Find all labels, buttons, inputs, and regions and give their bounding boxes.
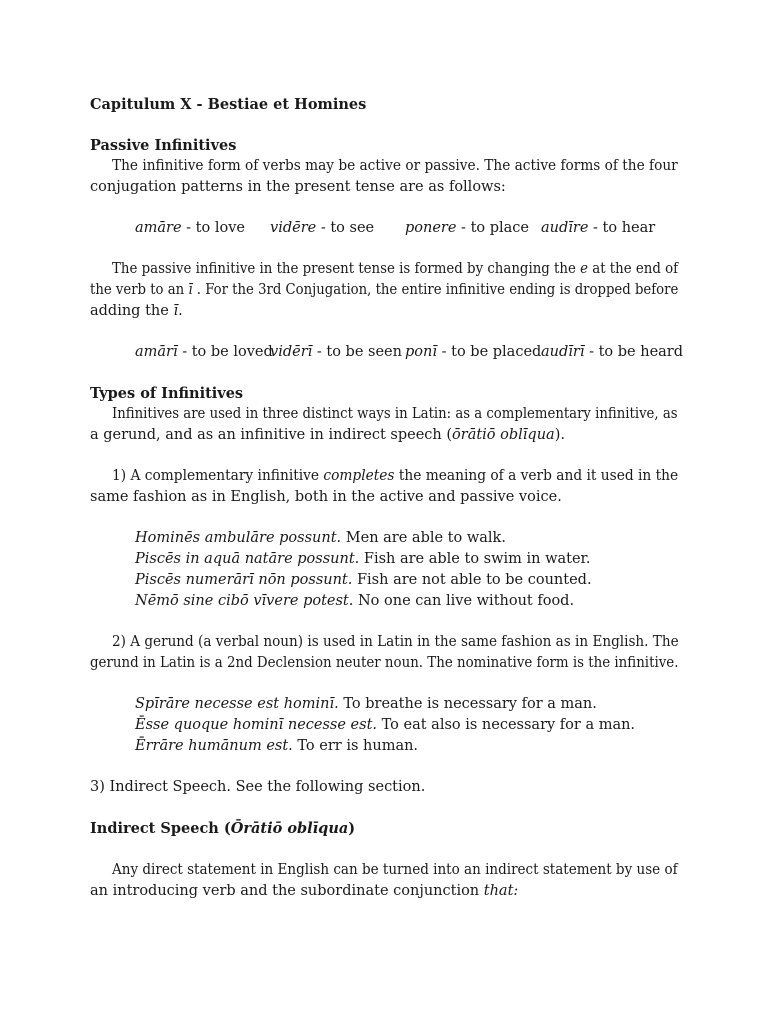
item1-line1: 1) A complementary infinitive completes the meaning of a verb and it used in the xyxy=(112,468,679,484)
chapter-title: Capitulum X - Bestiae et Homines xyxy=(90,96,367,113)
section-heading-types: Types of Infinitives xyxy=(90,385,244,402)
active-forms-row xyxy=(0,218,768,239)
passive-forms-row xyxy=(0,342,768,363)
passive-form-item: amārī - to be loved xyxy=(135,344,273,360)
example-line: Nēmō sine cibō vīvere potest. No one can live without food. xyxy=(135,593,575,609)
indirect-line1: Any direct statement in English can be turned into an indirect statement by use of xyxy=(112,862,678,878)
active-form-item: ponere - to place xyxy=(405,220,530,236)
example-line: Piscēs numerārī nōn possunt. Fish are not able to be counted. xyxy=(135,572,592,588)
example-line: Spīrāre necesse est hominī. To breathe is necessary for a man. xyxy=(135,696,597,712)
example-line: Ēsse quoque hominī necesse est. To eat also is necessary for a man. xyxy=(135,717,636,733)
types-intro-line1: Infinitives are used in three distinct ways in Latin: as a complementary infinitive, as xyxy=(112,406,678,422)
passive-form-item: audīrī - to be heard xyxy=(541,344,684,360)
types-intro-line2: a gerund, and as an infinitive in indirect speech (ōrātiō oblīqua). xyxy=(90,427,565,443)
passive-form-item: vidērī - to be seen xyxy=(270,344,402,360)
example-line: Ērrāre humānum est. To err is human. xyxy=(135,738,419,754)
item2-line2: gerund in Latin is a 2nd Declension neuter noun. The nominative form is the infinitive. xyxy=(90,655,679,671)
example-line: Hominēs ambulāre possunt. Men are able to walk. xyxy=(135,530,506,546)
passive-form-item: ponī - to be placed xyxy=(405,344,542,360)
indirect-line2: an introducing verb and the subordinate conjunction that: xyxy=(90,883,519,899)
section-heading-passive: Passive Infinitives xyxy=(90,137,237,154)
passive-rule-line2: the verb to an ī . For the 3rd Conjugation, the entire infinitive ending is dropped before xyxy=(90,282,679,298)
passive-intro-line2: conjugation patterns in the present tense are as follows: xyxy=(90,179,506,195)
item2-line1: 2) A gerund (a verbal noun) is used in Latin in the same fashion as in English. The xyxy=(112,634,679,650)
active-form-item: vidēre - to see xyxy=(270,220,375,236)
item3-line: 3) Indirect Speech. See the following section. xyxy=(90,779,426,795)
passive-intro-line1: The infinitive form of verbs may be active or passive. The active forms of the four xyxy=(112,158,678,174)
section-heading-indirect: Indirect Speech (Ōrātiō oblīqua) xyxy=(90,820,356,837)
active-form-item: audīre - to hear xyxy=(541,220,656,236)
example-line: Piscēs in aquā natāre possunt. Fish are able to swim in water. xyxy=(135,551,591,567)
item1-line2: same fashion as in English, both in the active and passive voice. xyxy=(90,489,562,505)
passive-rule-line1: The passive infinitive in the present tense is formed by changing the e at the end of xyxy=(112,261,679,277)
active-form-item: amāre - to love xyxy=(135,220,245,236)
passive-rule-line3: adding the ī. xyxy=(90,303,183,319)
